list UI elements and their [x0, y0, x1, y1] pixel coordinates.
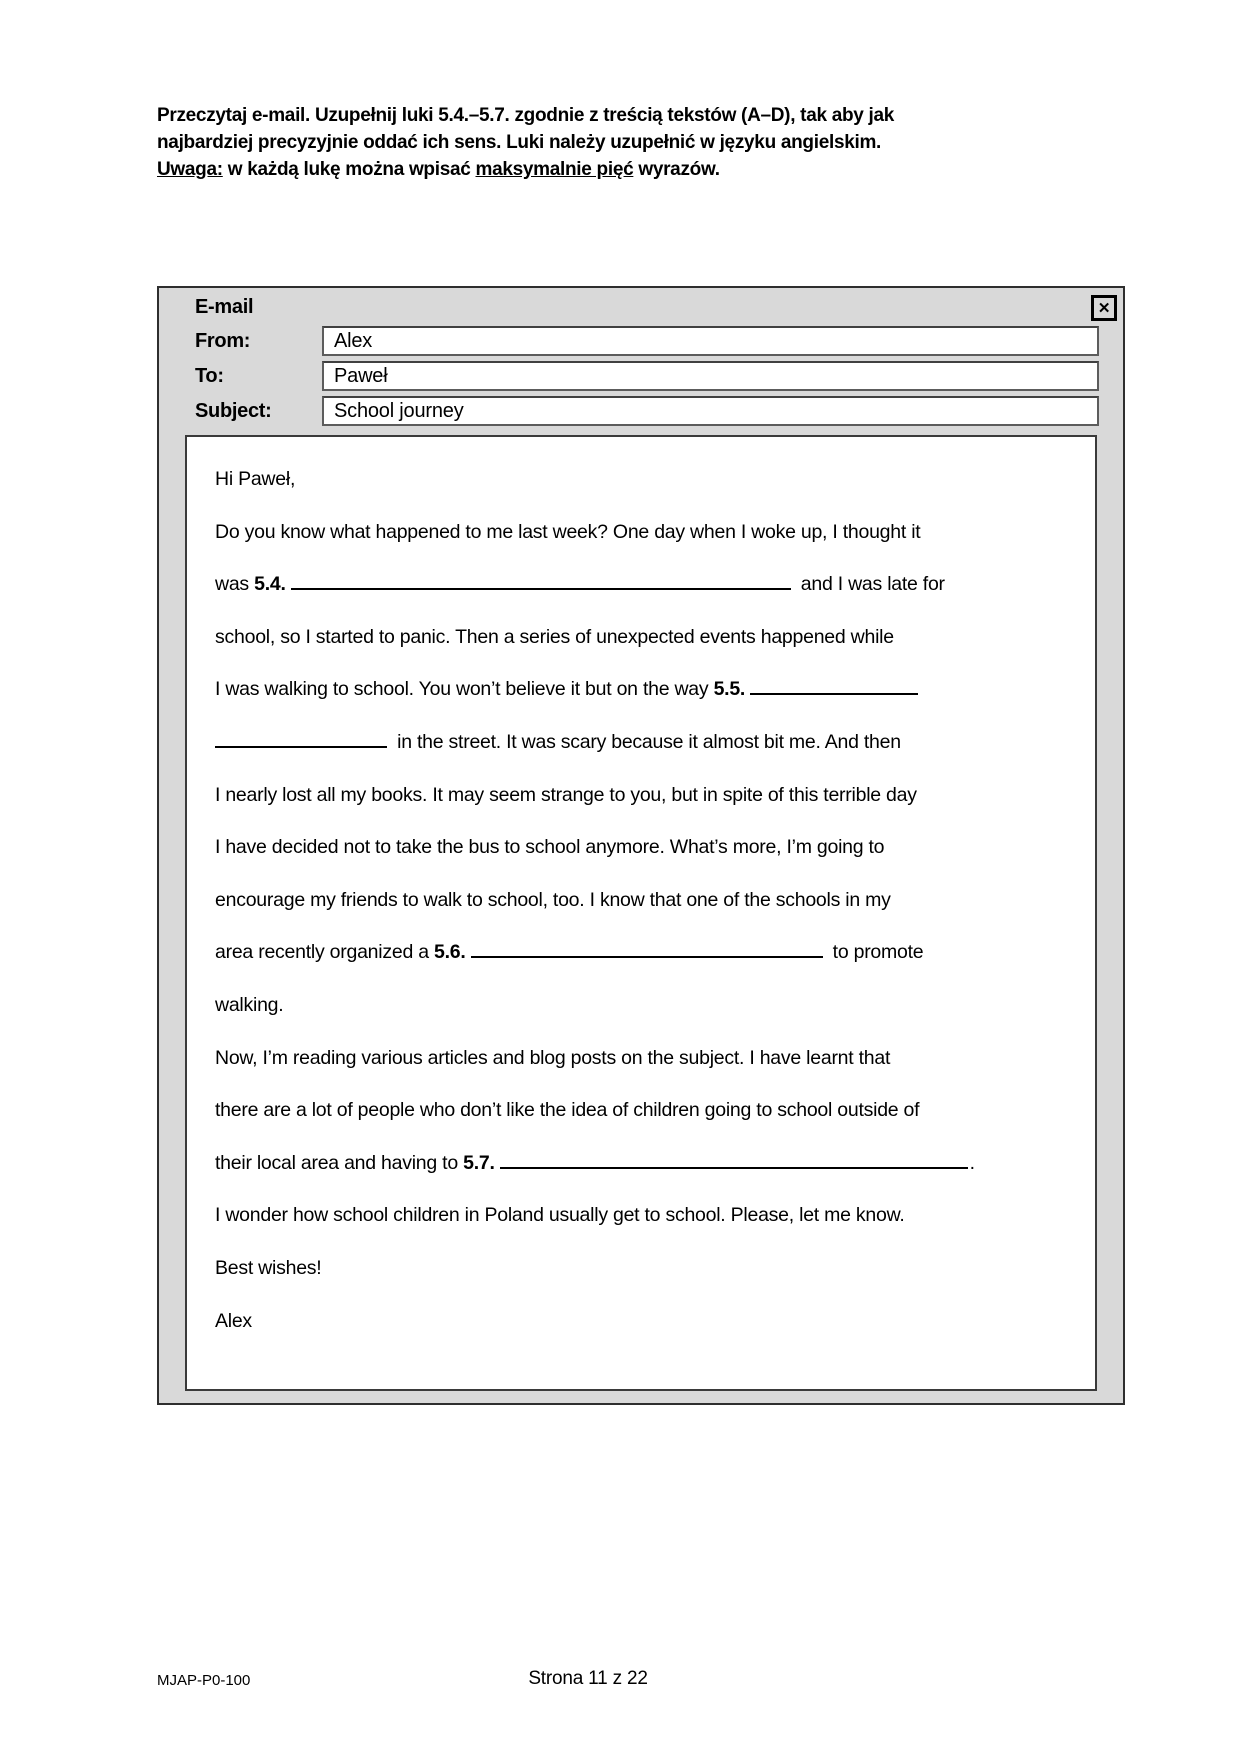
- email-titlebar: [159, 288, 1123, 326]
- body-line-greeting: Hi Paweł,: [215, 468, 296, 490]
- subject-input[interactable]: [322, 396, 1099, 426]
- task-instructions: [157, 102, 894, 183]
- instruction-line-3-mid: w każdą lukę można wpisać: [222, 159, 476, 180]
- from-label: From:: [195, 330, 251, 352]
- body-line-gap-5-4: was 5.4. and I was late for: [215, 573, 945, 596]
- gap-5-7-number: 5.7.: [463, 1151, 495, 1174]
- gap-5-5-blank[interactable]: [750, 679, 918, 695]
- instruction-line-3-suffix: wyrazów.: [633, 159, 720, 180]
- body-line-signoff: Best wishes!: [215, 1256, 322, 1279]
- to-value: Paweł: [334, 364, 388, 387]
- email-field-row-to: [159, 361, 1123, 391]
- body-line: encourage my friends to walk to school, too. I know that one of the schools in my: [215, 888, 891, 911]
- gap-5-6-blank[interactable]: [471, 942, 823, 958]
- body-line: school, so I started to panic. Then a series of unexpected events happened while: [215, 625, 894, 648]
- body-line-gap-5-7: their local area and having to 5.7. .: [215, 1151, 975, 1174]
- body-line: I have decided not to take the bus to school anymore. What’s more, I’m going to: [215, 836, 885, 859]
- from-value: Alex: [334, 329, 373, 352]
- body-line: Do you know what happened to me last week? One day when I woke up, I thought it: [215, 520, 921, 543]
- body-line-gap-5-5: I was walking to school. You won’t believe it but on the way 5.5.: [215, 663, 1071, 716]
- from-input[interactable]: [322, 326, 1099, 356]
- instruction-line-3: [157, 156, 894, 183]
- body-line: I nearly lost all my books. It may seem strange to you, but in spite of this terrible day: [215, 783, 917, 806]
- instruction-line-2: najbardziej precyzyjnie oddać ich sens. Luki należy uzupełnić w języku angielskim.: [157, 132, 882, 153]
- body-line-gap-5-5-continued: in the street. It was scary because it almost bit me. And then: [215, 716, 1071, 769]
- body-line: I wonder how school children in Poland usually get to school. Please, let me know.: [215, 1204, 905, 1227]
- gap-5-7-blank[interactable]: [500, 1153, 968, 1169]
- to-input[interactable]: [322, 361, 1099, 391]
- body-line-signature: Alex: [215, 1309, 252, 1332]
- page-number: Strona 11 z 22: [528, 1668, 648, 1689]
- subject-value: School journey: [334, 399, 464, 422]
- email-body: [185, 435, 1097, 1391]
- instruction-line-1: Przeczytaj e-mail. Uzupełnij luki 5.4.–5.7. zgodnie z treścią tekstów (A–D), tak aby jak: [157, 105, 895, 126]
- gap-5-5-number: 5.5.: [713, 678, 746, 701]
- body-line: Now, I’m reading various articles and blog posts on the subject. I have learnt that: [215, 1046, 891, 1069]
- gap-5-4-number: 5.4.: [254, 573, 286, 596]
- gap-5-5-blank-continued[interactable]: [215, 732, 387, 748]
- email-field-row-from: [159, 326, 1123, 356]
- close-icon[interactable]: ✕: [1091, 295, 1117, 321]
- email-field-row-subject: [159, 396, 1123, 426]
- gap-5-4-blank[interactable]: [291, 574, 791, 590]
- exam-code: MJAP-P0-100: [157, 1672, 251, 1689]
- gap-5-6-number: 5.6.: [433, 941, 466, 964]
- to-label: To:: [195, 365, 224, 387]
- body-line-gap-5-6: area recently organized a 5.6. to promote: [215, 941, 924, 964]
- warning-label: Uwaga:: [157, 159, 223, 180]
- body-line: there are a lot of people who don’t like the idea of children going to school outside of: [215, 1099, 920, 1122]
- email-window-title: E-mail: [195, 295, 254, 318]
- body-line: walking.: [215, 993, 284, 1016]
- email-window: [157, 286, 1125, 1405]
- max-words-underlined: maksymalnie pięć: [475, 159, 634, 180]
- subject-label: Subject:: [195, 400, 272, 422]
